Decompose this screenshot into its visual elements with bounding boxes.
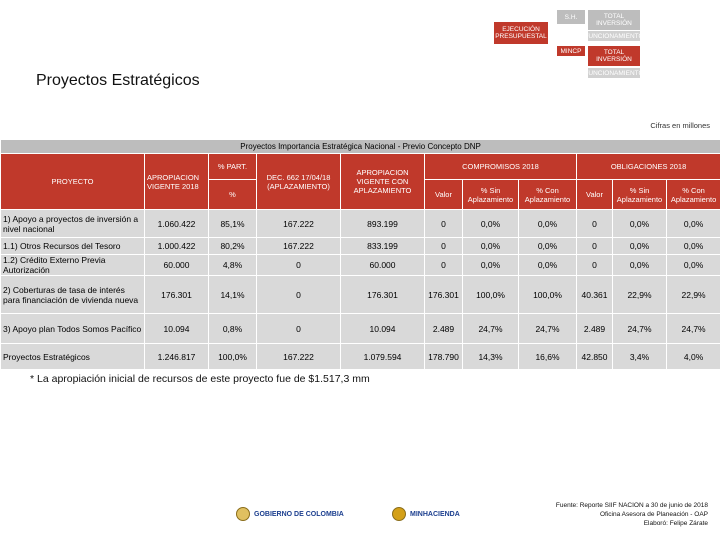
header-dec: DEC. 662 17/04/18 (APLAZAMIENTO) — [257, 154, 341, 210]
cell-c-sin: 0,0% — [463, 255, 519, 276]
total-inversion-box-2 — [588, 46, 640, 66]
total-inversion-label-1: TOTAL INVERSIÓN — [596, 13, 632, 27]
cell-aprop: 60.000 — [145, 255, 209, 276]
cell-apcon: 1.079.594 — [341, 344, 425, 370]
header-obligaciones: OBLIGACIONES 2018 — [577, 154, 720, 180]
gobierno-label: GOBIERNO DE COLOMBIA — [254, 510, 344, 518]
header-o-con: % Con Aplazamiento — [667, 180, 720, 210]
cell-o-sin: 3,4% — [613, 344, 667, 370]
cell-c-con: 0,0% — [519, 255, 577, 276]
header-apropiacion: APROPIACION VIGENTE 2018 — [145, 154, 209, 210]
cell-c-con: 0,0% — [519, 210, 577, 238]
cell-c-valor: 0 — [425, 255, 463, 276]
header-c-con: % Con Aplazamiento — [519, 180, 577, 210]
footer-line2: Oficina Asesora de Planeación - OAP — [599, 511, 708, 518]
cell-o-valor: 2.489 — [577, 314, 613, 344]
header-c-valor: Valor — [425, 180, 463, 210]
colombia-seal-icon — [236, 507, 250, 521]
cell-aprop: 1.060.422 — [145, 210, 209, 238]
cell-aprop: 1.246.817 — [145, 344, 209, 370]
cell-o-sin: 0,0% — [613, 238, 667, 255]
cell-o-valor: 0 — [577, 255, 613, 276]
table-row — [1, 314, 720, 344]
cell-part: 14,1% — [209, 276, 257, 314]
header-c-sin: % Sin Aplazamiento — [463, 180, 519, 210]
cell-o-valor: 0 — [577, 210, 613, 238]
total-inversion-label-2: TOTAL INVERSIÓN — [596, 49, 632, 63]
cell-c-valor: 0 — [425, 238, 463, 255]
cell-c-valor: 176.301 — [425, 276, 463, 314]
cell-c-sin: 24,7% — [463, 314, 519, 344]
footer-line3: Elaboró: Felipe Zárate — [643, 520, 708, 527]
cell-dec: 0 — [257, 255, 341, 276]
cell-aprop: 10.094 — [145, 314, 209, 344]
cell-part: 4,8% — [209, 255, 257, 276]
cell-apcon: 833.199 — [341, 238, 425, 255]
cell-c-con: 0,0% — [519, 238, 577, 255]
table-row — [1, 210, 720, 238]
header-part-sub: % — [209, 180, 257, 210]
header-apropiacion-con: APROPIACION VIGENTE CON APLAZAMIENTO — [341, 154, 425, 210]
cell-part: 0,8% — [209, 314, 257, 344]
strategic-projects-table — [0, 139, 720, 370]
cell-aprop: 176.301 — [145, 276, 209, 314]
funcionamiento-box-2 — [584, 68, 644, 78]
funcionamiento-label-2: FUNCIONAMIENTO — [584, 69, 644, 77]
cell-c-sin: 0,0% — [463, 238, 519, 255]
ejecucion-label: EJECUCIÓN PRESUPUESTAL — [495, 26, 547, 40]
cell-c-valor: 178.790 — [425, 344, 463, 370]
cell-o-con: 0,0% — [667, 238, 720, 255]
minhacienda-label: MINHACIENDA — [410, 510, 460, 518]
cell-o-sin: 24,7% — [613, 314, 667, 344]
total-inversion-box-1 — [588, 10, 640, 30]
cell-c-con: 24,7% — [519, 314, 577, 344]
cell-dec: 0 — [257, 276, 341, 314]
cell-proyecto: 3) Apoyo plan Todos Somos Pacífico — [1, 314, 145, 344]
cell-c-sin: 0,0% — [463, 210, 519, 238]
cell-o-valor: 40.361 — [577, 276, 613, 314]
cell-c-valor: 2.489 — [425, 314, 463, 344]
cell-proyecto: 1.2) Crédito Externo Previa Autorización — [1, 255, 145, 276]
cifras-note: Cifras en millones — [650, 121, 710, 130]
table-row — [1, 255, 720, 276]
cell-c-con: 100,0% — [519, 276, 577, 314]
cell-proyecto: 1) Apoyo a proyectos de inversión a nivel nacional — [1, 210, 145, 238]
cell-apcon: 10.094 — [341, 314, 425, 344]
hacienda-seal-icon — [392, 507, 406, 521]
gobierno-logo — [236, 507, 344, 521]
table-row — [1, 344, 720, 370]
cell-part: 100,0% — [209, 344, 257, 370]
cell-o-valor: 0 — [577, 238, 613, 255]
cell-apcon: 176.301 — [341, 276, 425, 314]
ejecucion-presupuestal-box — [494, 22, 548, 44]
cell-c-sin: 14,3% — [463, 344, 519, 370]
footnote: * La apropiación inicial de recursos de este proyecto fue de $1.517,3 mm — [30, 373, 370, 385]
cell-dec: 167.222 — [257, 238, 341, 255]
cell-dec: 0 — [257, 314, 341, 344]
header-o-sin: % Sin Aplazamiento — [613, 180, 667, 210]
sh-box — [557, 10, 585, 24]
cell-o-sin: 22,9% — [613, 276, 667, 314]
table-row — [1, 238, 720, 255]
table-banner: Proyectos Importancia Estratégica Nacional - Previo Concepto DNP — [1, 140, 720, 154]
header-part: % PART. — [209, 154, 257, 180]
funcionamiento-label-1: FUNCIONAMIENTO — [584, 32, 644, 40]
cell-aprop: 1.000.422 — [145, 238, 209, 255]
cell-o-sin: 0,0% — [613, 255, 667, 276]
header-compromisos: COMPROMISOS 2018 — [425, 154, 577, 180]
cell-apcon: 60.000 — [341, 255, 425, 276]
cell-proyecto: Proyectos Estratégicos — [1, 344, 145, 370]
cell-o-con: 4,0% — [667, 344, 720, 370]
page-title: Proyectos Estratégicos — [36, 72, 200, 89]
cell-o-con: 22,9% — [667, 276, 720, 314]
cell-c-valor: 0 — [425, 210, 463, 238]
cell-o-valor: 42.850 — [577, 344, 613, 370]
minhacienda-logo — [392, 507, 460, 521]
footer-line1: Fuente: Reporte SIIF NACION a 30 de junio de 2018 — [555, 502, 708, 509]
cell-proyecto: 1.1) Otros Recursos del Tesoro — [1, 238, 145, 255]
table-row — [1, 276, 720, 314]
cell-dec: 167.222 — [257, 210, 341, 238]
cell-o-con: 0,0% — [667, 255, 720, 276]
sh-label: S.H. — [564, 13, 578, 21]
cell-apcon: 893.199 — [341, 210, 425, 238]
cell-o-sin: 0,0% — [613, 210, 667, 238]
cell-dec: 167.222 — [257, 344, 341, 370]
header-o-valor: Valor — [577, 180, 613, 210]
funcionamiento-box-1 — [584, 31, 644, 41]
minhcp-label: MINCP — [560, 47, 582, 55]
cell-part: 80,2% — [209, 238, 257, 255]
cell-proyecto: 2) Coberturas de tasa de interés para financiación de vivienda nueva — [1, 276, 145, 314]
cell-o-con: 0,0% — [667, 210, 720, 238]
cell-part: 85,1% — [209, 210, 257, 238]
cell-c-sin: 100,0% — [463, 276, 519, 314]
minhcp-box — [557, 46, 585, 56]
cell-c-con: 16,6% — [519, 344, 577, 370]
footer-source — [556, 501, 708, 528]
header-proyecto: PROYECTO — [1, 154, 145, 210]
cell-o-con: 24,7% — [667, 314, 720, 344]
